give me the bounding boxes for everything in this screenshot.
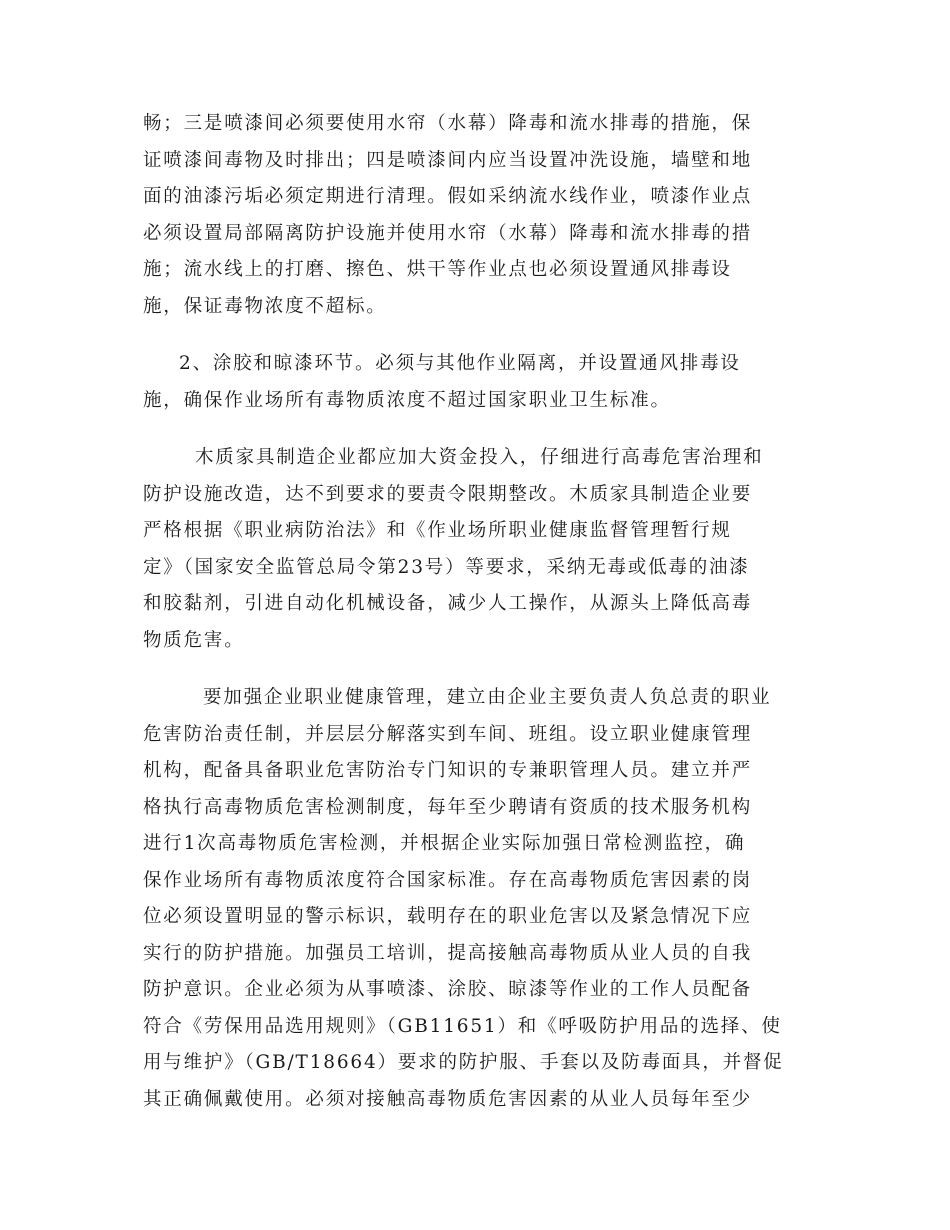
text-line: 严格根据《职业病防治法》和《作业场所职业健康监督管理暂行规: [143, 520, 732, 541]
text-line: 木质家具制造企业都应加大资金投入，仔细进行高毒危害治理和: [195, 447, 764, 468]
text-line: 和胶黏剂，引进自动化机械设备，减少人工操作，从源头上降低高毒: [143, 593, 753, 614]
text-line: 用与维护》（GB/T18664）要求的防护服、手套以及防毒面具，并督促: [143, 1052, 784, 1073]
text-line: 格执行高毒物质危害检测制度，每年至少聘请有资质的技术服务机构: [143, 796, 753, 818]
text-line: 定》（国家安全监管总局令第23号）等要求，采纳无毒或低毒的油漆: [143, 556, 750, 578]
text-line: 符合《劳保用品选用规则》（GB11651）和《呼吸防护用品的选择、使: [143, 1015, 782, 1037]
text-line: 畅；三是喷漆间必须要使用水帘（水幕）降毒和流水排毒的措施，保: [143, 113, 753, 134]
text-line: 要加强企业职业健康管理，建立由企业主要负责人负总责的职业: [203, 687, 772, 708]
text-line: 施，确保作业场所有毒物质浓度不超过国家职业卫生标准。: [143, 389, 671, 411]
text-line: 面的油漆污垢必须定期进行清理。假如采纳流水线作业，喷漆作业点: [143, 186, 753, 207]
text-line: 其正确佩戴使用。必须对接触高毒物质危害因素的从业人员每年至少: [143, 1088, 753, 1110]
text-line: 2、涂胶和晾漆环节。必须与其他作业隔离，并设置通风排毒设: [179, 353, 741, 374]
paragraph-gluing: [143, 346, 813, 419]
text-line: 物质危害。: [143, 629, 245, 651]
text-line: 必须设置局部隔离防护设施并使用水帘（水幕）降毒和流水排毒的措: [143, 222, 753, 244]
text-line: 危害防治责任制，并层层分解落实到车间、班组。设立职业健康管理: [143, 723, 753, 745]
text-line: 实行的防护措施。加强员工培训，提高接触高毒物质从业人员的自我: [143, 942, 753, 964]
text-line: 施，保证毒物浓度不超标。: [143, 295, 387, 317]
document-body: [143, 106, 813, 1139]
paragraph-investment: [143, 440, 813, 659]
text-line: 机构，配备具备职业危害防治专门知识的专兼职管理人员。建立并严: [143, 760, 753, 781]
paragraph-spray-room: [143, 106, 813, 325]
text-line: 防护设施改造，达不到要求的要责令限期整改。木质家具制造企业要: [143, 483, 753, 505]
text-line: 施；流水线上的打磨、擦色、烘干等作业点也必须设置通风排毒设: [143, 259, 732, 280]
text-line: 防护意识。企业必须为从事喷漆、涂胶、晾漆等作业的工作人员配备: [143, 979, 753, 1000]
text-line: 保作业场所有毒物质浓度符合国家标准。存在高毒物质危害因素的岗: [143, 869, 753, 891]
paragraph-management: [143, 680, 813, 1118]
text-line: 证喷漆间毒物及时排出；四是喷漆间内应当设置冲洗设施，墙壁和地: [143, 149, 753, 171]
text-line: 进行1次高毒物质危害检测，并根据企业实际加强日常检测监控，确: [143, 833, 746, 854]
text-line: 位必须设置明显的警示标识，载明存在的职业危害以及紧急情况下应: [143, 906, 753, 927]
